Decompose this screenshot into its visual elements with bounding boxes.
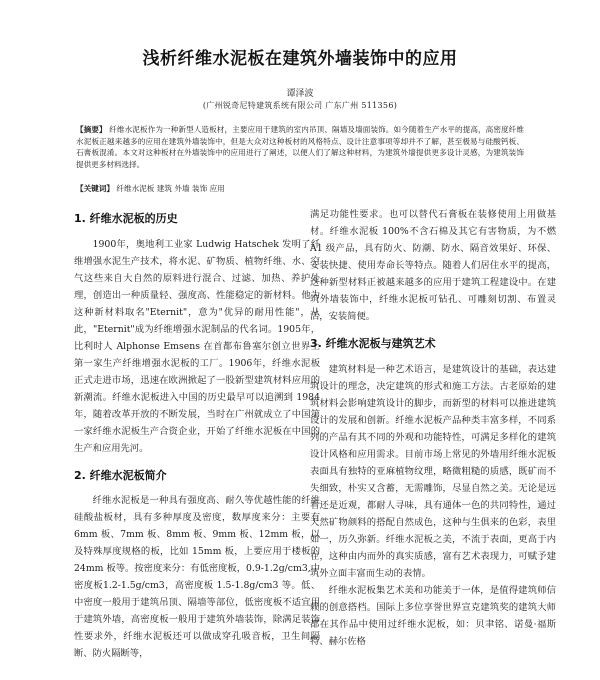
- section-1-paragraph: 1900年，奥地利工业家 Ludwig Hatschek 发明了纤维增强水泥生产技术，将水泥、矿物质、植物纤维、水、空气这些来自大自然的原料进行混合、过滤、加热、养护处理，创造出一种质量轻、强度高、性能稳定的新材料。他为这种新材料取名"Eternit"，意为"优异的耐用性能"，从此，"Eternit"成为纤维增强水泥制品的代名词。1905年，比利时人 Alphonse Emsens 在首都布鲁塞尔创立世界上第一家生产纤维增强水泥板的工厂。1906年，纤维水泥板正式走进市场，迅速在欧洲掀起了一股新型建筑材料应用的新潮流。纤维水泥板进入中国的历史最早可以追溯到 1984 年，随着改革开放的不断发展，当时在广州就成立了中国第一家纤维水泥板生产合资企业，开始了纤维水泥板在中国的生产和应用先河。: [74, 239, 320, 454]
- section-3-paragraph-2: 纤维水泥板集艺术美和功能美于一体，是值得建筑师信赖的创意搭档。国际上多位享誉世界宣克建筑奖的建筑大师都在其作品中使用过纤维水泥板，如：贝聿铭、诺曼·福斯特、赫尔佐格: [310, 585, 556, 647]
- right-column: [310, 206, 556, 650]
- keywords-text: 纤维水泥板 建筑 外墙 装饰 应用: [116, 184, 225, 193]
- abstract-label: 【摘要】: [76, 125, 107, 134]
- section-2-heading: 2. 纤维水泥板简介: [74, 469, 167, 482]
- section-2-paragraph: 纤维水泥板是一种具有强度高、耐久等优越性能的纤维硅酸盐板材，具有多种厚度及密度，数厚度来分：主要有 6mm 板、7mm 板、8mm 板、9mm 板、12mm 板，以及特殊厚度规格的板，比如 15mm 板，上要应用于楼板的 24mm 板等。按密度来分：有低密度板，0.9-1.2g/cm3,中密度板1.2-1.5g/cm3，高密度板 1.5-1.8g/cm3 等。低、中密度一般用于建筑吊顶、隔墙等部位，低密度板不适宜用于建筑外墙，高密度板一般用于建筑外墙装饰，除满足装饰性要求外，纤维水泥板还可以做成穿孔吸音板，卫生间隔断、防火隔断等，: [74, 495, 320, 659]
- abstract: [76, 124, 524, 170]
- keywords-label: 【关键词】: [76, 184, 114, 193]
- keywords: [76, 183, 524, 194]
- section-3-heading: 3. 纤维水泥板与建筑艺术: [310, 337, 436, 350]
- article-title: 浅析纤维水泥板在建筑外墙装饰中的应用: [142, 49, 458, 69]
- article-author: 谭泽波: [286, 89, 314, 99]
- left-column: [74, 212, 320, 662]
- section-3-paragraph-1: 建筑材料是一种艺术语言，是建筑设计的基础，表达建筑设计的理念，决定建筑的形式和施工方法。古老原始的建筑材料会影响建筑设计的脚步，而新型的材料可以推进建筑设计的发展和创新。纤维水泥板产品种类丰富多样，不同系列的产品有其不同的外观和功能特性，可满足多样化的建筑设计风格和应用需求。目前市场上常见的外墙用纤维水泥板表面具有独特的亚麻植物纹理，略微粗糙的质感，既矿而不失细致，朴实又含蓄，无需雕饰，尽显自然之美。无论是远看还是近观，都耐人寻味，具有通体一色的共同特性，通过天然矿物颜料的搭配自然成色，这种与生俱来的色彩，表里如一，历久弥新。纤维水泥板之美，不流于表面，更高于内在，这种由内而外的真实质感，富有艺术表现力，可赋予建筑外立面丰富而生动的表情。: [310, 364, 556, 579]
- section-1-heading: 1. 纤维水泥板的历史: [74, 212, 178, 225]
- abstract-text: 纤维水泥板作为一种新型人造板材，主要应用于建筑的室内吊顶、隔墙及墙面装饰。如今随着生产水平的提高，高密度纤维水泥板正越来越多的应用在建筑外墙装饰中，但是大众对这种板材的风格特点、设计注意事项等却并不了解，甚至极易与硅酸钙板、石膏板混淆。本文对这种板材在外墙装饰中的应用进行了阐述，以便人们了解这种材料，为建筑外墙提供更多设计灵感，为建筑装饰提供更多材料选择。: [76, 125, 525, 169]
- continued-paragraph: 满足功能性要求。也可以替代石膏板在装修使用上用做基材。纤维水泥板 100%不含石棉及其它有害物质，为不燃 A1 级产品，具有防火、防潮、防水、隔音效果好、环保、安装快捷、使用寿命长等特点。随着人们居住水平的提高，这种新型材料正被越来越多的应用于建筑工程建设中。在建筑外墙装饰中，纤维水泥板可钻孔、可雕刻切割、布置灵活，安装简便。: [310, 209, 556, 322]
- article-affiliation: (广州锐奇尼特建筑系统有限公司 广东广州 511356): [202, 101, 398, 110]
